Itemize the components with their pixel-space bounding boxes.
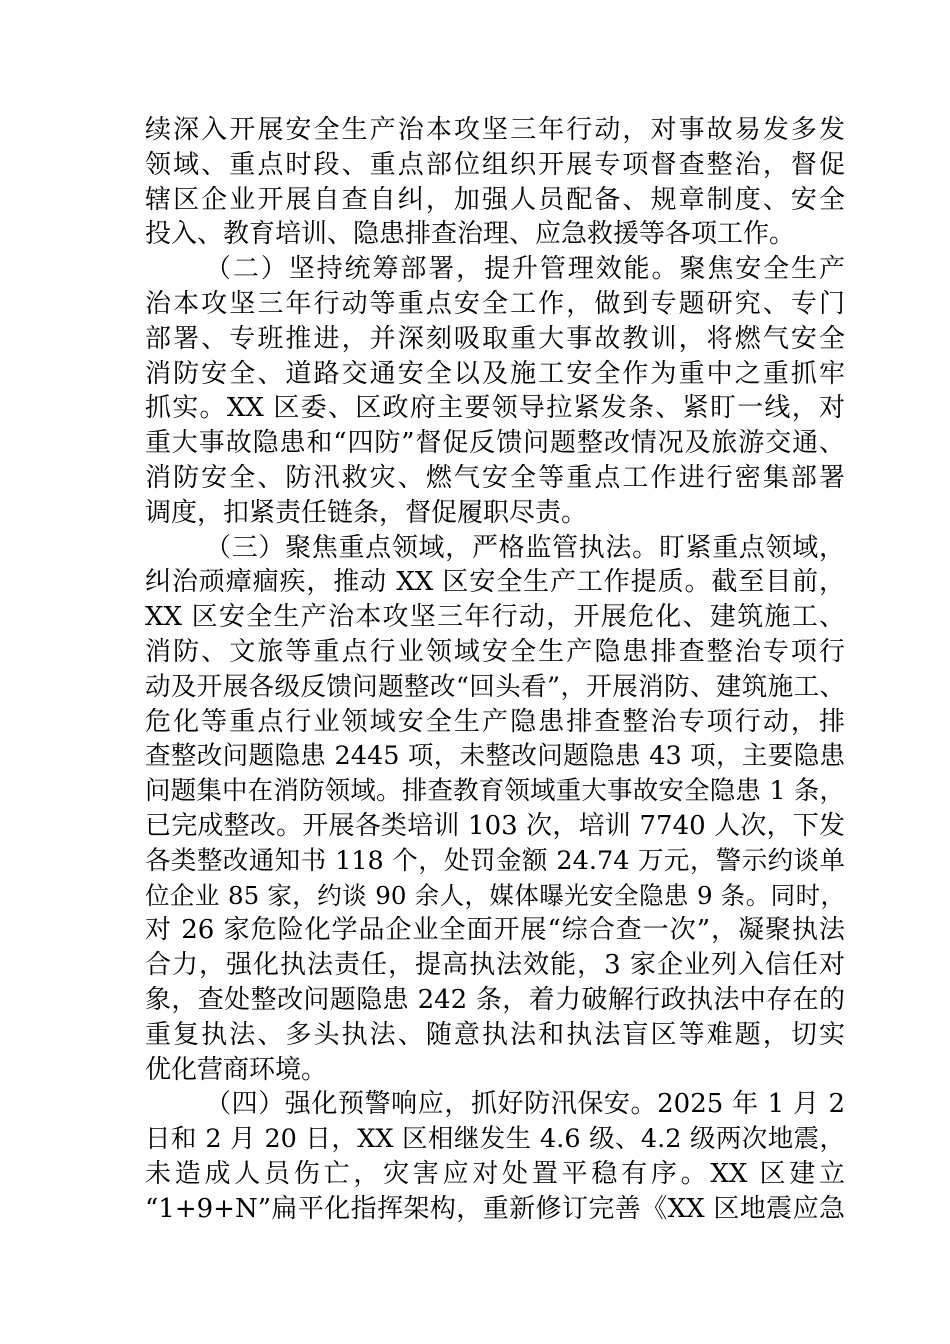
- text-line: 消防安全、道路交通安全以及施工安全作为重中之重抓牢: [145, 358, 845, 389]
- text-line: 重复执法、多头执法、随意执法和执法盲区等难题，切实: [145, 1019, 845, 1050]
- text-line: 合力，强化执法责任，提高执法效能，3 家企业列入信任对: [145, 950, 845, 981]
- text-line: XX 区安全生产治本攻坚三年行动，开展危化、建筑施工、: [145, 602, 845, 633]
- document-body: [145, 113, 845, 1227]
- text-line: “1+9+N”扁平化指挥架构，重新修订完善《XX 区地震应急: [145, 1193, 845, 1224]
- text-line: 纠治顽瘴痼疾，推动 XX 区安全生产工作提质。截至目前，: [145, 567, 845, 598]
- text-line: 投入、教育培训、隐患排查治理、应急救援等各项工作。: [145, 219, 796, 250]
- text-line: 消防安全、防汛救灾、燃气安全等重点工作进行密集部署: [145, 462, 845, 493]
- text-line: 查整改问题隐患 2445 项，未整改问题隐患 43 项，主要隐患: [145, 741, 845, 772]
- text-line: 续深入开展安全生产治本攻坚三年行动，对事故易发多发: [145, 115, 845, 145]
- text-line: 对 26 家危险化学品企业全面开展“综合查一次”，凝聚执法: [145, 915, 845, 946]
- text-line: 动及开展各级反馈问题整改“回头看”，开展消防、建筑施工、: [145, 671, 845, 702]
- text-line: 部署、专班推进，并深刻吸取重大事故教训，将燃气安全: [145, 323, 845, 354]
- text-line: 已完成整改。开展各类培训 103 次，培训 7740 人次，下发: [145, 810, 845, 841]
- text-line: 领域、重点时段、重点部位组织开展专项督查整治，督促: [145, 149, 845, 180]
- text-line: 位企业 85 家，约谈 90 余人，媒体曝光安全隐患 9 条。同时，: [145, 880, 845, 910]
- text-line: 调度，扣紧责任链条，督促履职尽责。: [145, 497, 588, 528]
- text-line: 各类整改通知书 118 个，处罚金额 24.74 万元，警示约谈单: [145, 845, 845, 876]
- section-heading-line: （四）强化预警响应，抓好防汛保安。2025 年 1 月 2: [205, 1089, 845, 1120]
- section-heading-line: （二）坚持统筹部署，提升管理效能。聚焦安全生产: [205, 254, 845, 285]
- text-line: 问题集中在消防领域。排查教育领域重大事故安全隐患 1 条，: [145, 776, 845, 807]
- text-line: 抓实。XX 区委、区政府主要领导拉紧发条、紧盯一线，对: [145, 393, 845, 424]
- text-line: 重大事故隐患和“四防”督促反馈问题整改情况及旅游交通、: [145, 428, 845, 459]
- text-line: 治本攻坚三年行动等重点安全工作，做到专题研究、专门: [145, 288, 845, 319]
- text-line: 优化营商环境。: [145, 1054, 328, 1085]
- text-line: 消防、文旅等重点行业领域安全生产隐患排查整治专项行: [145, 636, 845, 667]
- text-line: 日和 2 月 20 日，XX 区相继发生 4.6 级、4.2 级两次地震，: [145, 1124, 845, 1155]
- text-line: 辖区企业开展自查自纠，加强人员配备、规章制度、安全: [145, 184, 845, 215]
- text-line: 未造成人员伤亡，灾害应对处置平稳有序。XX 区建立: [145, 1158, 845, 1189]
- section-heading-line: （三）聚焦重点领域，严格监管执法。盯紧重点领域，: [205, 532, 845, 563]
- text-line: 象，查处整改问题隐患 242 条，着力破解行政执法中存在的: [145, 984, 845, 1015]
- text-line: 危化等重点行业领域安全生产隐患排查整治专项行动，排: [145, 706, 845, 737]
